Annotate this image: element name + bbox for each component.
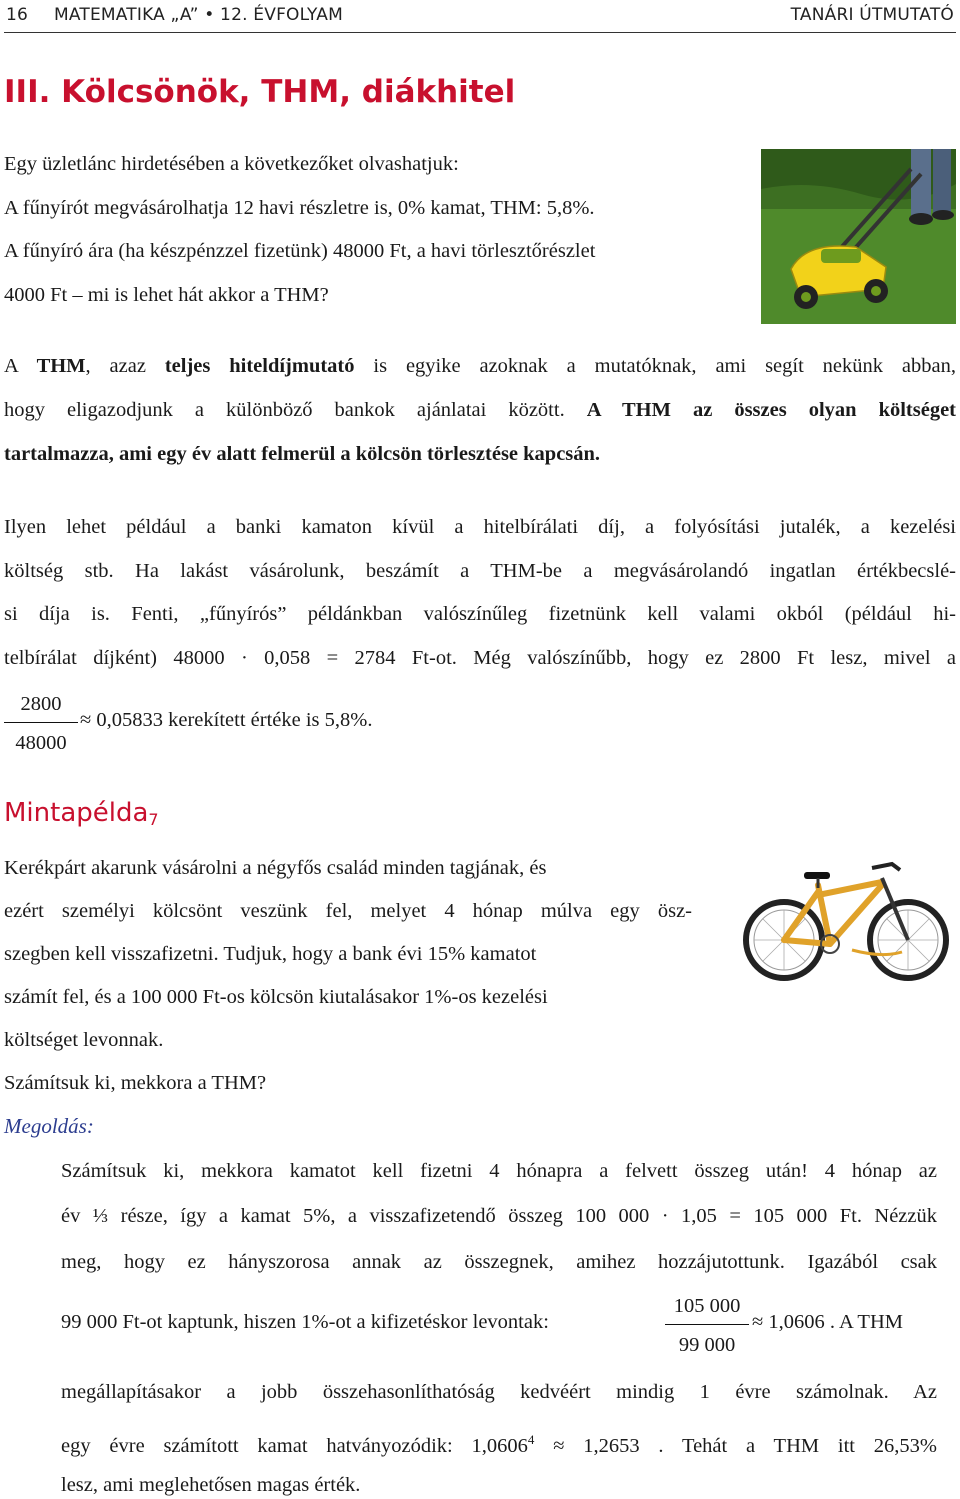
example-text-line: számít fel, és a 100 000 Ft-os kölcsön kiutalásakor 1%-os kezelési <box>4 986 548 1008</box>
paragraph-line: telbírálat díjként) 48000 · 0,058 = 2784 Ft-ot. Még valószínűbb, hogy ez 2800 Ft lesz, mivel a <box>4 647 956 669</box>
guide-label: TANÁRI ÚTMUTATÓ <box>790 5 954 25</box>
example-question: Számítsuk ki, mekkora a THM? <box>4 1072 267 1094</box>
solution-line: megállapításakor a jobb összehasonlíthatóság kedvéért mindig 1 évre számolnak. Az <box>61 1381 937 1403</box>
fraction-denominator: 48000 <box>15 732 67 754</box>
thm-definition-line: hogy eligazodjunk a különböző bankok ajánlatai között. A THM az összes olyan költséget <box>4 399 956 421</box>
solution-line: Számítsuk ki, mekkora kamatot kell fizetni 4 hónapra a felvett összeg után! 4 hónap az <box>61 1160 937 1182</box>
solution-line: 99 000 Ft-ot kaptunk, hiszen 1%-ot a kifizetéskor levontak: <box>61 1311 549 1333</box>
paragraph-line: Ilyen lehet például a banki kamaton kívül a hitelbírálati díj, a folyósítási jutalék, a kezelési <box>4 516 956 538</box>
section-title: III. Kölcsönök, THM, diákhitel <box>4 74 516 110</box>
example-text-line: költséget levonnak. <box>4 1029 164 1051</box>
intro-line: 4000 Ft – mi is lehet hát akkor a THM? <box>4 284 329 306</box>
book-title: MATEMATIKA „A” • 12. ÉVFOLYAM <box>54 5 343 25</box>
example-title: Mintapélda$_7$ <box>4 798 159 829</box>
solution-line: egy évre számított kamat hatványozódik: $1,0606^4 \approx 1,2653$ . Tehát a THM itt 26,53% <box>61 1432 937 1457</box>
fraction-denominator: 99 000 <box>678 1334 736 1356</box>
paragraph-line: költség stb. Ha lakást vásárolunk, beszámít a THM-be a megvásárolandó ingatlan értékbecslé- <box>4 560 956 582</box>
fraction-105000-99000 <box>665 1294 749 1357</box>
intro-line: A fűnyíró ára (ha készpénzzel fizetünk) 48000 Ft, a havi törlesztőrészlet <box>4 240 596 262</box>
bicycle-photo <box>732 840 956 990</box>
thm-definition-line: tartalmazza, ami egy év alatt felmerül a kölcsön törlesztése kapcsán. <box>4 443 601 465</box>
approx-result: ≈ 0,05833 kerekített értéke is 5,8%. <box>80 709 373 731</box>
solution-line: lesz, ami meglehetősen magas érték. <box>61 1474 361 1496</box>
page-number: 16 <box>6 5 29 25</box>
page-header <box>4 2 956 33</box>
lawn-mower-photo <box>761 149 956 324</box>
fraction-numerator: 2800 <box>4 692 78 723</box>
thm-definition-line: A THM, azaz teljes hiteldíjmutató is egyike azoknak a mutatóknak, ami segít nekünk abban, <box>4 355 956 377</box>
intro-line: Egy üzletlánc hirdetésében a következőket olvashatjuk: <box>4 153 459 175</box>
solution-line: év ⅓ része, így a kamat 5%, a visszafizetendő összeg 100 000 · 1,05 = 105 000 Ft. Nézzük <box>61 1205 937 1227</box>
paragraph-line: si díja is. Fenti, „fűnyírós” példánkban valószínűleg fizetnünk kell valami okból (például hi- <box>4 603 956 625</box>
solution-line: meg, hogy ez hányszorosa annak az összegnek, amihez hozzájutottunk. Igazából csak <box>61 1251 937 1273</box>
example-text-line: Kerékpárt akarunk vásárolni a négyfős család minden tagjának, és <box>4 857 547 879</box>
solution-line: ≈ 1,0606 . A THM <box>752 1311 903 1333</box>
fraction-numerator: 105 000 <box>665 1294 749 1325</box>
fraction-2800-48000 <box>4 692 78 755</box>
intro-line: A fűnyírót megvásárolhatja 12 havi részletre is, 0% kamat, THM: 5,8%. <box>4 197 595 219</box>
example-text-line: ezért személyi kölcsönt veszünk fel, melyet 4 hónap múlva egy ösz- <box>4 900 692 922</box>
solution-label: Megoldás: <box>4 1114 94 1138</box>
example-text-line: szegben kell visszafizetni. Tudjuk, hogy a bank évi 15% kamatot <box>4 943 537 965</box>
